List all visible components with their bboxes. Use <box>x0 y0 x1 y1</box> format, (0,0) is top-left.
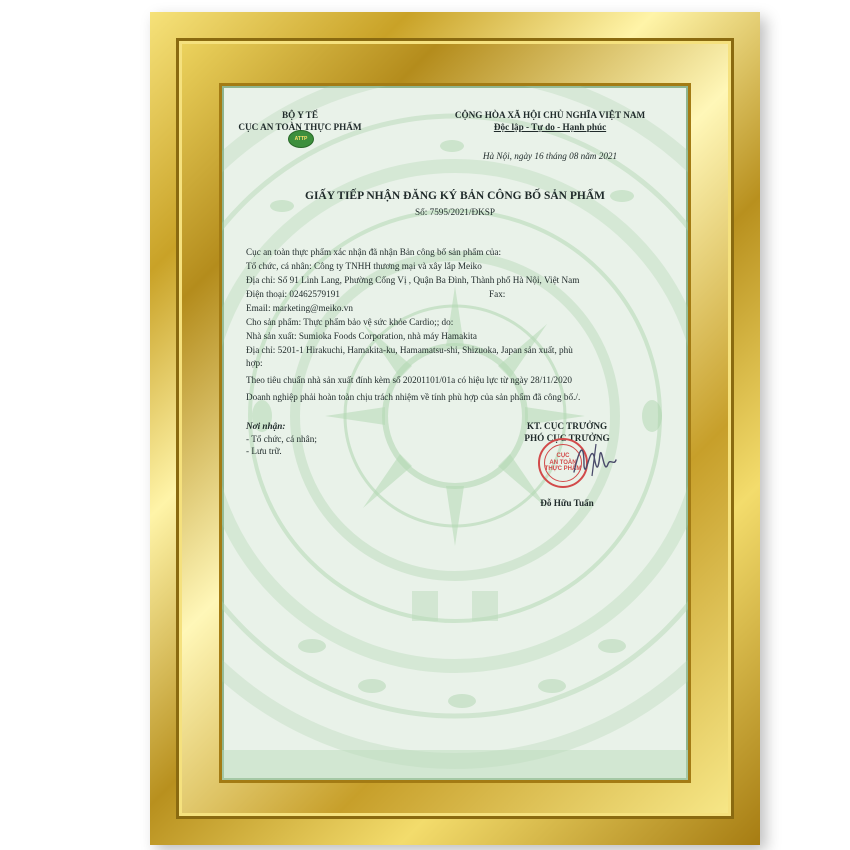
responsibility-statement: Doanh nghiệp phải hoàn toàn chịu trách nhiệm về tính phù hợp của sản phẩm đã công bố./. <box>246 392 581 402</box>
document-title: GIẤY TIẾP NHẬN ĐĂNG KÝ BẢN CÔNG BỐ SẢN PHẨM <box>305 190 605 202</box>
certificate-document <box>222 86 688 780</box>
place-and-date: Hà Nội, ngày 16 tháng 08 năm 2021 <box>482 151 618 161</box>
seal-line: THỰC PHẨM <box>544 466 582 473</box>
document-number: Số: 7595/2021/ĐKSP <box>415 207 495 217</box>
phone: Điện thoại: 02462579191 <box>246 289 340 299</box>
signer-title: PHÓ CỤC TRƯỞNG <box>524 433 610 443</box>
gold-picture-frame <box>150 12 760 845</box>
product-name: Cho sản phẩm: Thực phẩm bảo vệ sức khỏe Cardio;; do: <box>246 317 454 327</box>
manufacturer-address-cont: hợp: <box>246 358 263 368</box>
email: Email: marketing@meiko.vn <box>246 303 353 313</box>
recipient-item: - Lưu trữ. <box>246 446 282 456</box>
recipients-heading: Nơi nhận: <box>246 421 286 431</box>
organization-address: Địa chỉ: Số 91 Linh Lang, Phường Cống Vị , Quận Ba Đình, Thành phố Hà Nội, Việt Nam <box>246 275 580 285</box>
handwritten-signature <box>570 436 620 486</box>
seal-line: CỤC <box>556 453 570 460</box>
signer-role: KT. CỤC TRƯỞNG <box>526 421 608 431</box>
manufacturer: Nhà sản xuất: Sumioka Foods Corporation, nhà máy Hamakita <box>246 331 477 341</box>
intro-text: Cục an toàn thực phẩm xác nhận đã nhận Bản công bố sản phẩm của: <box>246 247 502 257</box>
ministry-name: BỘ Y TẾ <box>282 110 318 120</box>
country-name: CỘNG HÒA XÃ HỘI CHỦ NGHĨA VIỆT NAM <box>454 110 646 120</box>
manufacturer-address: Địa chỉ: 5201-1 Hirakuchi, Hamakita-ku, Hamamatsu-shi, Shizuoka, Japan sản xuất, phù <box>246 345 573 355</box>
logo-text: ATTP <box>294 136 308 142</box>
seal-line: AN TOÀN <box>549 459 577 466</box>
ministry-logo <box>288 130 314 148</box>
signer-name: Đỗ Hữu Tuấn <box>540 498 594 508</box>
national-motto: Độc lập - Tự do - Hạnh phúc <box>493 122 607 132</box>
department-name: CỤC AN TOÀN THỰC PHẨM <box>238 122 362 132</box>
standard-reference: Theo tiêu chuẩn nhà sản xuất đính kèm số 20201101/01a có hiệu lực từ ngày 28/11/2020 <box>246 375 572 385</box>
recipient-item: - Tổ chức, cá nhân; <box>246 434 317 444</box>
organization: Tổ chức, cá nhân: Công ty TNHH thương mại và xây lắp Meiko <box>246 261 482 271</box>
fax: Fax: <box>489 289 506 299</box>
